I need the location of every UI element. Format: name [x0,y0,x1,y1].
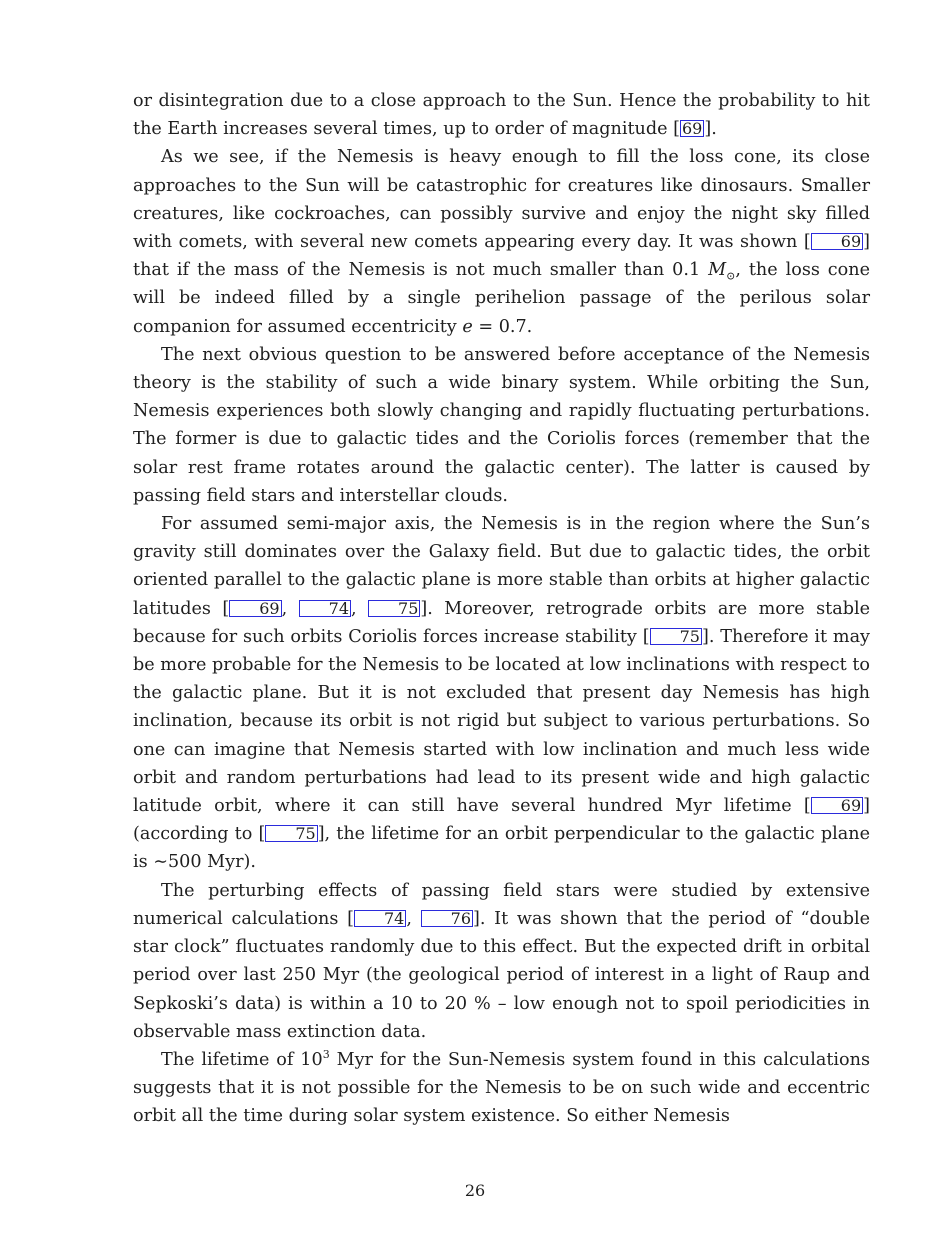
subscript: ⊙ [726,269,736,283]
citation-link[interactable]: 69 [682,119,703,139]
paragraph [133,143,870,340]
text-run: , the loss cone will be indeed filled by a single perihelion passage of the perilous solar companion for assumed eccentricity [133,260,870,337]
text-run: ]. Moreover, retrograde orbits are more stable because for such orbits Coriolis forces increase stability [ [133,598,871,647]
paragraph [133,87,870,143]
text-run: ]. Therefore it may be more probable for the Nemesis to be located at low inclinations with respect to the galactic plane. But it is not excluded that present day Nemesis has high inclination, because its orbit is not rigid but subject to various perturbations. So one can imagine that Nemesis started with low inclination and much less wide orbit and random perturbations had lead to its present wide and high galactic latitude orbit, where it can still have several hundred Myr lifetime [ [133,626,870,817]
text-run: The next obvious question to be answered before acceptance of the Nemesis theory is the stability of such a wide binary system. While orbiting the Sun, Nemesis experiences both slowly changing and rapidly fluctuating perturbations. The former is due to galactic tides and the Coriolis forces (remember that the solar rest frame rotates around the galactic center). The latter is caused by passing field stars and interstellar clouds. [133,344,870,506]
text-run: As we see, if the Nemesis is heavy enough to fill the loss cone, its close approaches to the Sun will be catastrophic for creatures like dinosaurs. Smaller creatures, like cockroaches, can possibly survive and enjoy the night sky filled with comets, with several new comets appearing every day. It was shown [ [133,147,870,253]
text-run: , [406,908,421,929]
text-run: The lifetime of 10 [161,1049,323,1070]
text-run: , [351,598,369,619]
citation-link[interactable]: 69 [811,797,863,814]
paragraph [133,341,870,510]
text-run: The perturbing effects of passing field stars were studied by extensive numerical calculations [ [133,880,870,929]
citation-link[interactable]: 69 [811,233,863,250]
citation-link[interactable]: 74 [299,600,351,617]
text-run: , [281,598,299,619]
text-run: For assumed semi-major axis, the Nemesis is in the region where the Sun’s gravity still dominates over the Galaxy field. But due to galactic tides, the orbit oriented parallel to the galactic plane is more stable than orbits at higher galactic latitudes [ [133,514,870,619]
citation-link[interactable]: 75 [368,600,420,617]
math-symbol: e [462,316,473,337]
text-run: ], the lifetime for an orbit perpendicular to the galactic plane is ∼500 Myr). [133,824,870,873]
text-run: ] that if the mass of the Nemesis is not much smaller than 0.1 [133,232,870,281]
citation-link[interactable]: 74 [354,910,406,927]
text-run: = 0.7. [472,316,533,337]
paragraph [133,877,870,1046]
citation-link[interactable]: 75 [265,825,317,842]
text-run: or disintegration due to a close approach to the Sun. Hence the probability to hit the Earth increases several times, up to order of magnitude [ [133,91,870,140]
text-run: ]. It was shown that the period of “double star clock” fluctuates randomly due to this effect. But the expected drift in orbital period over last 250 Myr (the geological period of interest in a light of Raup and Sepkoski’s data) is within a 10 to 20 % – low enough not to spoil periodicities in observable mass extinction data. [133,908,870,1042]
text-run: ]. [704,119,717,140]
paragraph [133,510,870,877]
citation-link[interactable]: 69 [229,600,281,617]
body-text [133,87,870,1131]
superscript: 3 [322,1048,330,1062]
math-symbol: M [708,260,727,281]
text-run: ] (according to [ [133,796,870,845]
citation-link[interactable]: 75 [650,628,702,645]
citation-link[interactable]: 76 [421,910,473,927]
text-run: Myr for the Sun-Nemesis system found in this calculations suggests that it is not possible for the Nemesis to be on such wide and eccentric orbit all the time during solar system existence. So either Nemesis [133,1049,870,1127]
paragraph [133,1046,870,1131]
page-number: 26 [464,1181,486,1200]
